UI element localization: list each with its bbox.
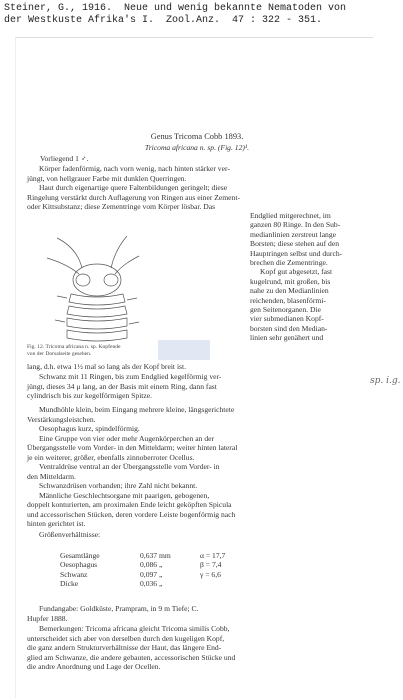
gruppe-line-3: je ein weiterer, größer, ebenfalls zinnoberroter Ocellus. [27, 452, 195, 462]
table-row [60, 560, 310, 569]
right-col-line: medianlinien zerstreut lange [250, 229, 337, 239]
fundangabe-line-2: Hupfer 1888. [27, 613, 68, 623]
right-col-line: Hauptringen selbst und durch- [250, 248, 343, 258]
measure-label: Schwanz [60, 569, 88, 579]
right-col-line: vier submedianen Kopf- [250, 314, 324, 324]
fundangabe-line-1: Fundangabe: Goldküste, Prampram, in 9 m Tiefe; C. [39, 604, 199, 613]
bristle-line [57, 238, 82, 268]
ventral-line-1: Ventraldrüse ventral an der Übergangsstelle vom Vorder- in [39, 462, 220, 471]
haut-line-1: Haut durch eigenartige quere Faltenbildungen geringelt; diese [39, 183, 228, 192]
groessen-heading: Größenverhältnisse: [39, 530, 101, 539]
koerper-line-1: Körper fadenförmig, nach vorn wenig, nach hinten stärker ver- [39, 164, 230, 173]
right-col-line: Endglied mitgerechnet, im [250, 211, 331, 220]
species-heading: Tricoma africana n. sp. (Fig. 12)¹. [144, 143, 250, 152]
schwanzdruesen-line: Schwanzdrüsen vorhanden; ihre Zahl nicht bekannt. [39, 481, 198, 490]
bristle-line [111, 236, 127, 268]
right-col-line: kugelrund, mit großen, bis [250, 276, 331, 286]
bemerkungen-line-4: glied am Schwanze, die andere gebauten, accessorischen Stücke und [27, 652, 236, 662]
citation-header [4, 3, 400, 27]
citation-line-2: der Westkuste Afrika's I. Zool.Anz. 47 : 322 - 351. [4, 15, 323, 26]
ventral-line-2: den Mitteldarm. [27, 471, 76, 481]
maennlich-line-1: Männliche Geschlechtsorgane mit paarigen, gebogenen, [39, 490, 210, 500]
nematode-head-figure [27, 228, 169, 346]
figure-caption [27, 344, 177, 358]
gruppe-line-2: Übergangsstelle vom Vorder- in den Mitteldarm; weiter hinten lateral [27, 443, 238, 452]
figure-caption-line-1: Fig. 12. Tricoma africana n. sp. Kopfende [27, 344, 121, 350]
table-row [60, 551, 310, 560]
measurements-table [60, 551, 310, 589]
haut-line-3: oder Kittsubstanz; diese Zementringe vom Körper lösbar. Das [27, 202, 216, 211]
maennlich-line-2: doppelt konturierten, am proximalen Ende leicht geköpften Spicula [27, 500, 232, 509]
measure-ratio: α = 17,7 [200, 551, 226, 560]
maennlich-line-4: hinten gerichtet ist. [27, 519, 86, 528]
right-col-line: reichenden, blasenförmi- [250, 295, 326, 305]
right-col-line: brechen die Zementringe. [250, 258, 328, 268]
schwanz-line-3: cylindrisch bis zur kegelförmigen Spitze. [27, 391, 153, 400]
measure-ratio: γ = 6,6 [200, 569, 221, 579]
table-row [60, 570, 310, 579]
bemerkungen-line-1: Bemerkungen: Tricoma africana gleicht Tricoma similis Cobb, [39, 624, 230, 633]
schwanz-line-1: Schwanz mit 11 Ringen, bis zum Endglied kegelförmig ver- [39, 372, 222, 381]
koerper-line-2: jüngt, von hellgrauer Farbe mit dunklen Querringen. [27, 173, 187, 183]
right-col-line: nahe zu den Medianlinien [250, 286, 329, 296]
measure-ratio [200, 579, 260, 588]
right-col-line: gen Seitenorganen. Die [250, 305, 321, 315]
measure-value: 0,086 „ [140, 560, 163, 570]
genus-heading: Genus Tricoma Cobb 1893. [150, 132, 244, 141]
right-col-line: borsten sind den Median- [250, 323, 328, 333]
right-column-text [250, 211, 372, 343]
mund-line-1: Mundhöhle klein, beim Eingang mehrere kleine, längsgerichtete [39, 405, 235, 414]
lang-line: lang, d.h. etwa 1½ mal so lang als der Kopf breit ist. [27, 362, 187, 371]
right-col-line: ganzen 80 Ringe. In den Sub- [250, 220, 341, 230]
mund-line-2: Verstärkungsleistchen. [27, 414, 96, 424]
maennlich-line-3: und accessorischen Stücken, deren vordere Leiste bogenförmig nach [27, 509, 236, 519]
oesophagus-line: Oesophagus kurz, spindelförmig. [39, 424, 140, 433]
right-col-line: Kopf gut abgesetzt, fast [260, 267, 333, 277]
right-col-line: Borsten; diese stehen auf den [250, 239, 339, 249]
citation-line-1: Steiner, G., 1916. Neue und wenig bekannte Nematoden von [4, 3, 347, 14]
right-col-line: linien sehr genähert und [250, 333, 324, 343]
haut-line-2: Ringelung verstärkt durch Auflagerung von Ringen aus einer Zement- [27, 192, 240, 202]
gruppe-line-1: Eine Gruppe von vier oder mehr Augenkörperchen an der [39, 433, 215, 443]
bemerkungen-line-5: die andre Anordnung und Lage der Ocellen. [27, 662, 161, 671]
handwritten-margin-note: sp. i.g. [370, 376, 401, 386]
bristle-line [115, 256, 139, 274]
table-row [60, 579, 310, 588]
bristle-line [47, 258, 79, 274]
figure-caption-line-2: von der Dorsalseite gesehen. [27, 351, 92, 357]
schwanz-line-2: jüngt, dieses 34 μ lang, an der Basis mit einem Ring, dann fast [27, 381, 217, 391]
measure-label: Dicke [60, 579, 79, 589]
vorliegend-line: Vorliegend 1 ♂. [40, 154, 89, 163]
measure-value: 0,637 mm [140, 551, 171, 560]
measure-value: 0,036 „ [140, 579, 163, 589]
measure-label: Oesophagus [60, 560, 98, 570]
measure-value: 0,097 „ [140, 569, 163, 579]
bemerkungen-line-3: die ganz andern Strukturverhältnisse der Haut, das längere End- [27, 643, 222, 652]
measure-ratio: β = 7,4 [200, 560, 222, 570]
measure-label: Gesamtlänge [60, 551, 100, 560]
bemerkungen-line-2: unterscheidet sich aber von derselben durch den kugeligen Kopf, [27, 633, 225, 643]
